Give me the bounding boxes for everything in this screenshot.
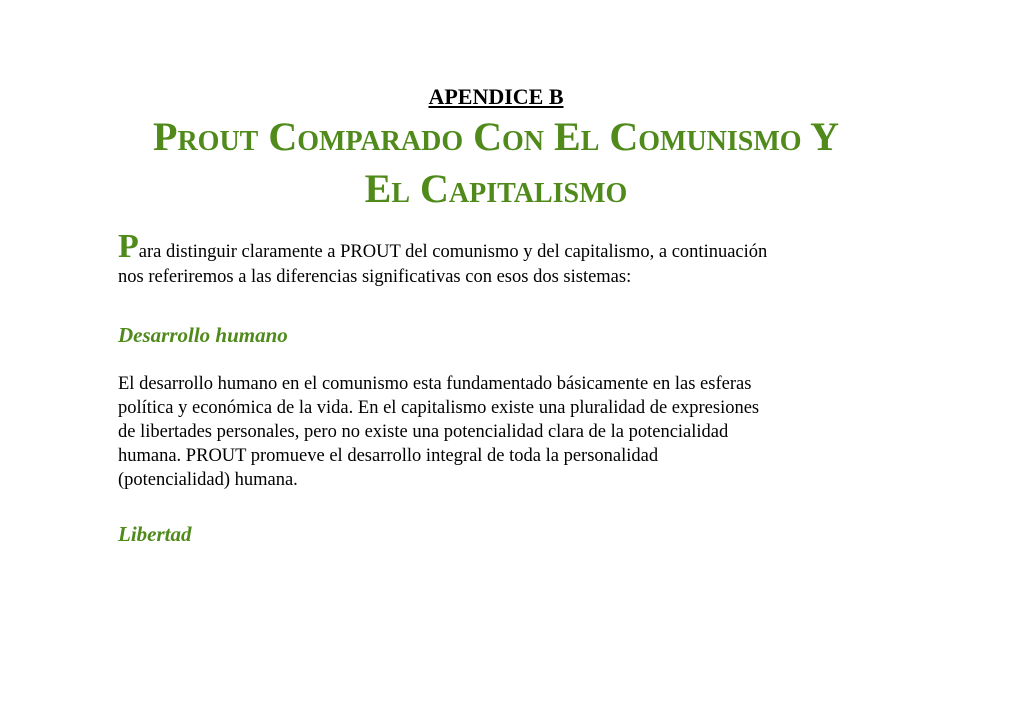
paragraph-line: de libertades personales, pero no existe una potencialidad clara de la potencialidad xyxy=(118,422,729,442)
intro-line-1-text: ara distinguir claramente a PROUT del comunismo y del capitalismo, a continuación xyxy=(138,242,768,262)
paragraph-line: política y económica de la vida. En el capitalismo existe una pluralidad de expresiones xyxy=(118,398,760,418)
dropcap-letter: P xyxy=(118,228,139,265)
title-line-2: El Capitalismo xyxy=(364,166,628,211)
paragraph-line: El desarrollo humano en el comunismo esta fundamentado básicamente en las esferas xyxy=(118,374,752,394)
paragraph-line: (potencialidad) humana. xyxy=(118,470,298,490)
intro-line-1 xyxy=(118,228,878,265)
paragraph-line: humana. PROUT promueve el desarrollo integral de toda la personalidad xyxy=(118,446,659,466)
title-line-1: Prout Comparado Con El Comunismo Y xyxy=(153,114,839,159)
desarrollo-humano-paragraph xyxy=(118,372,868,492)
section-heading-libertad: Libertad xyxy=(118,522,192,546)
appendix-label: APENDICE B xyxy=(428,84,564,109)
intro-paragraph xyxy=(118,228,878,290)
intro-line-2: nos referiremos a las diferencias significativas con esos dos sistemas: xyxy=(118,267,632,287)
section-heading-desarrollo-humano: Desarrollo humano xyxy=(118,323,288,347)
